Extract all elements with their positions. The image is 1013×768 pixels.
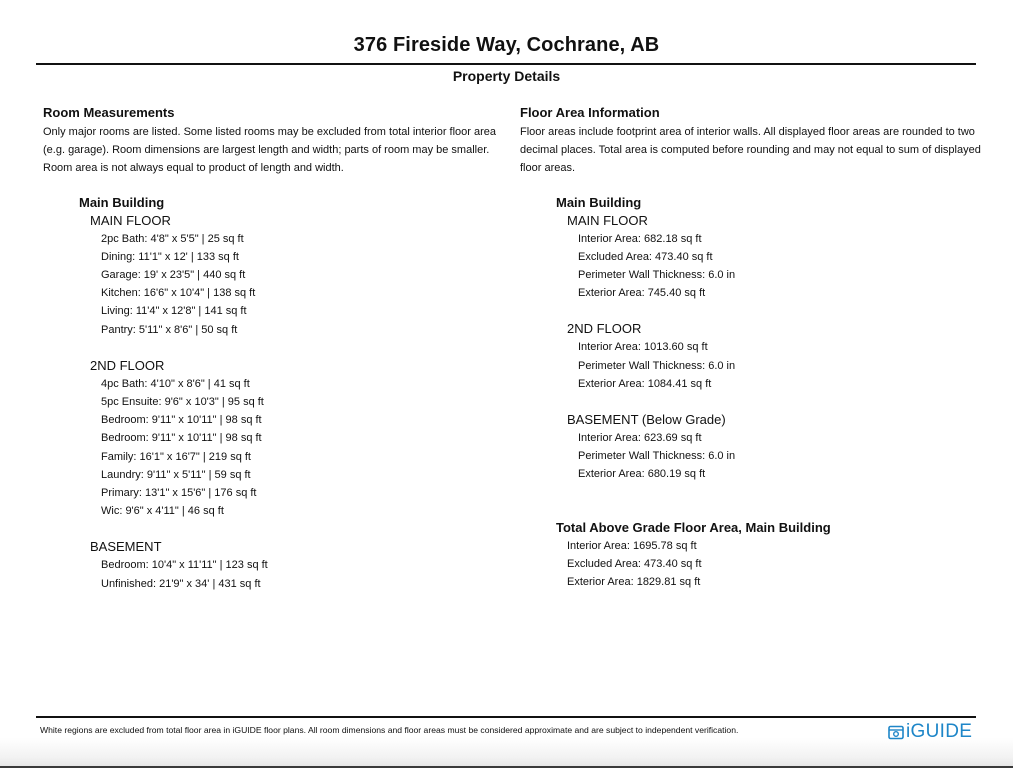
room-item: Bedroom: 10'4" x 11'11" | 123 sq ft (101, 559, 268, 572)
room-item: Living: 11'4" x 12'8" | 141 sq ft (101, 305, 247, 318)
floor-name: BASEMENT (Below Grade) (567, 412, 726, 428)
area-item: Perimeter Wall Thickness: 6.0 in (578, 269, 736, 282)
area-item: Interior Area: 623.69 sq ft (578, 432, 702, 445)
floor-name: MAIN FLOOR (567, 212, 648, 228)
header-divider (36, 63, 976, 65)
room-item: Bedroom: 9'11" x 10'11" | 98 sq ft (101, 414, 262, 427)
room-item: 4pc Bath: 4'10" x 8'6" | 41 sq ft (101, 377, 250, 390)
area-item: Exterior Area: 745.40 sq ft (578, 287, 706, 300)
area-item: Interior Area: 682.18 sq ft (578, 232, 702, 245)
room-item: Primary: 13'1" x 15'6" | 176 sq ft (101, 487, 257, 500)
area-item: Exterior Area: 680.19 sq ft (578, 468, 706, 481)
room-item: Kitchen: 16'6" x 10'4" | 138 sq ft (101, 287, 256, 300)
page-subtitle: Property Details (452, 68, 561, 84)
room-item: Pantry: 5'11" x 8'6" | 50 sq ft (101, 323, 238, 336)
area-item: Exterior Area: 1084.41 sq ft (578, 377, 712, 390)
floor-name: 2ND FLOOR (90, 357, 165, 373)
area-building-block (520, 194, 990, 592)
area-group-2nd (556, 320, 990, 393)
room-item: Family: 16'1" x 16'7" | 219 sq ft (101, 450, 251, 463)
total-area-item: Excluded Area: 473.40 sq ft (567, 557, 702, 570)
area-group-main (556, 212, 990, 303)
spacer (556, 302, 990, 320)
room-item: 5pc Ensuite: 9'6" x 10'3" | 95 sq ft (101, 396, 264, 409)
room-item: Garage: 19' x 23'5" | 440 sq ft (101, 269, 246, 282)
page-title: 376 Fireside Way, Cochrane, AB (353, 34, 660, 56)
floor-area-section (520, 104, 990, 591)
room-item: 2pc Bath: 4'8" x 5'5" | 25 sq ft (101, 232, 244, 245)
total-area-heading: Total Above Grade Floor Area, Main Building (556, 519, 831, 535)
building-name: Main Building (79, 194, 165, 210)
floor-group-basement (79, 538, 503, 592)
room-measurements-description: Only major rooms are listed. Some listed rooms may be excluded from total interior floor area (e.g. garage). Room dimensions are largest length and width; parts of room may be smaller. Room area is not always equal to product of length and width. (43, 126, 497, 175)
iguide-logo-text: iGUIDE (906, 721, 973, 742)
floor-name: 2ND FLOOR (567, 321, 642, 337)
room-item: Bedroom: 9'11" x 10'11" | 98 sq ft (101, 432, 262, 445)
spacer (556, 502, 990, 519)
footer-divider (36, 716, 976, 718)
room-item: Unfinished: 21'9" x 34' | 431 sq ft (101, 577, 261, 590)
floor-area-heading: Floor Area Information (520, 105, 660, 120)
room-building-block (43, 194, 503, 593)
floor-name: BASEMENT (90, 539, 162, 555)
iguide-logo (888, 721, 972, 743)
iguide-logo-icon (888, 725, 904, 740)
footer-disclaimer: White regions are excluded from total floor area in iGUIDE floor plans. All room dimensions and floor areas must be considered approximate and are subject to independent verification. (40, 725, 739, 735)
room-item: Laundry: 9'11" x 5'11" | 59 sq ft (101, 468, 251, 481)
floor-area-description: Floor areas include footprint area of interior walls. All displayed floor areas are rounded to two decimal places. Total area is computed before rounding and may not equal to sum of displayed floor areas. (520, 126, 981, 175)
room-item: Dining: 11'1" x 12' | 133 sq ft (101, 250, 239, 263)
room-item: Wic: 9'6" x 4'11" | 46 sq ft (101, 505, 224, 518)
floor-group-2nd (79, 357, 503, 521)
room-measurements-section (43, 104, 503, 593)
building-name: Main Building (556, 194, 642, 210)
area-item: Perimeter Wall Thickness: 6.0 in (578, 359, 736, 372)
floor-group-main (79, 212, 503, 339)
spacer (79, 520, 503, 538)
room-measurements-heading: Room Measurements (43, 105, 175, 120)
area-group-basement (556, 411, 990, 484)
total-area-item: Interior Area: 1695.78 sq ft (567, 539, 697, 552)
total-area-item: Exterior Area: 1829.81 sq ft (567, 576, 701, 589)
total-area-group (556, 519, 990, 592)
spacer (79, 339, 503, 357)
spacer (556, 484, 990, 502)
page-bottom-shade (0, 738, 1013, 766)
spacer (556, 393, 990, 411)
area-item: Interior Area: 1013.60 sq ft (578, 341, 708, 354)
floor-name: MAIN FLOOR (90, 212, 171, 228)
area-item: Excluded Area: 473.40 sq ft (578, 250, 713, 263)
area-item: Perimeter Wall Thickness: 6.0 in (578, 450, 736, 463)
